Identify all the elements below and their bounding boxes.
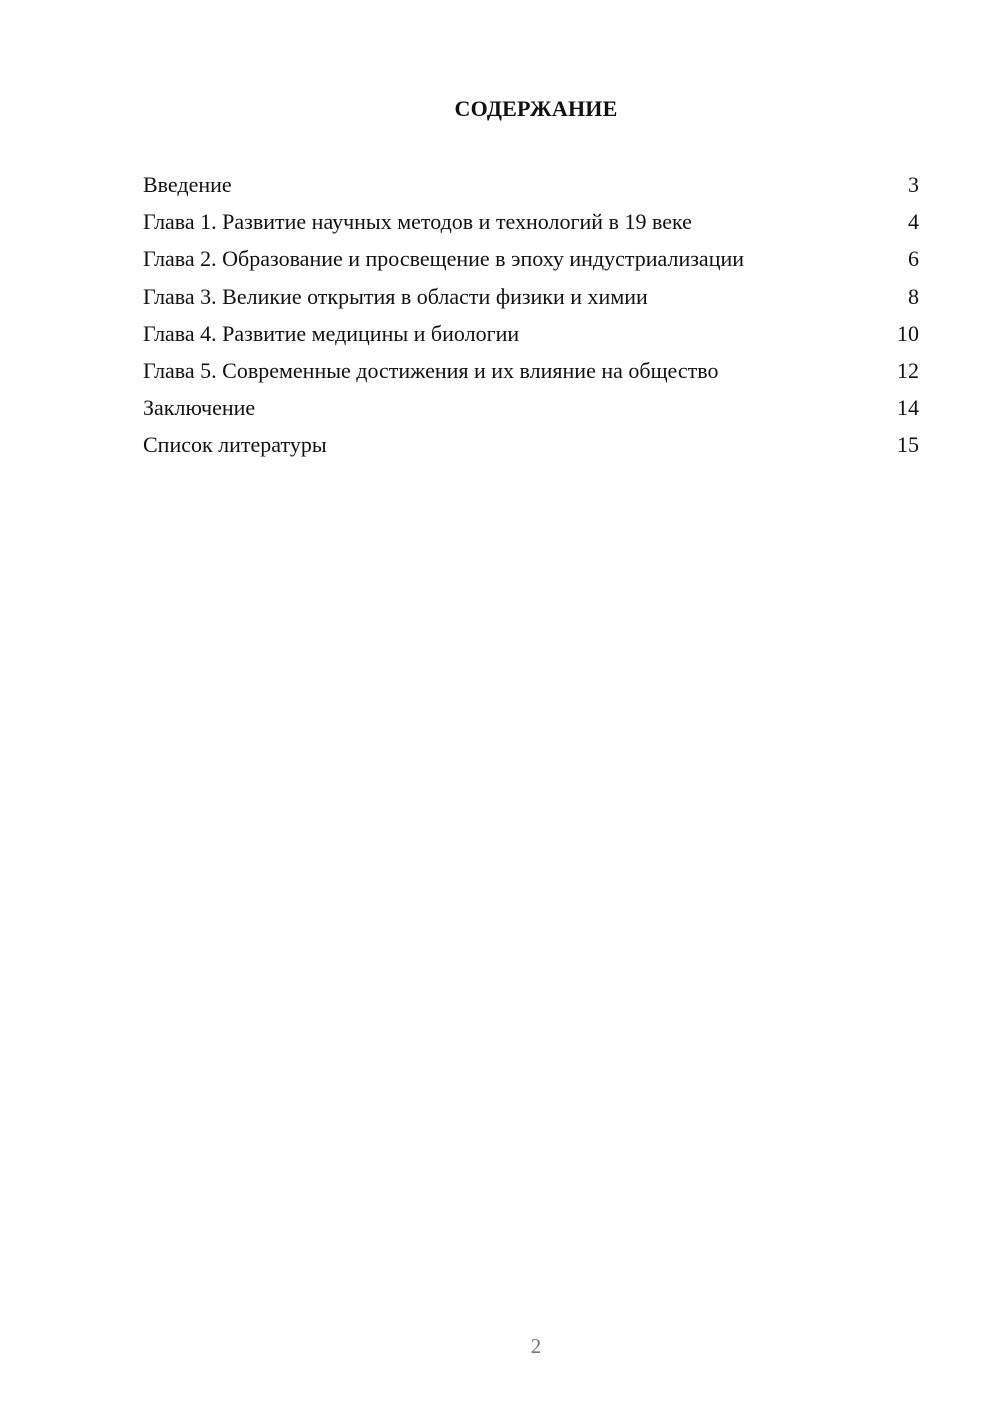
page-title: СОДЕРЖАНИЕ <box>454 96 618 121</box>
toc-entry-label: Заключение <box>143 395 256 421</box>
toc-entry-conclusion <box>143 393 919 430</box>
toc-entry-chapter-2 <box>143 244 919 281</box>
toc-entry-chapter-1 <box>143 207 919 244</box>
toc-entry-page: 12 <box>897 357 919 383</box>
toc-entry-page: 10 <box>897 320 919 346</box>
toc-entry-introduction <box>143 170 919 207</box>
toc-entry-label: Глава 4. Развитие медицины и биологии <box>143 320 520 346</box>
toc-entry-page: 15 <box>897 432 919 458</box>
toc-entry-page: 8 <box>908 283 919 309</box>
toc-entry-label: Глава 1. Развитие научных методов и технологий в 19 веке <box>143 209 692 235</box>
toc-entry-bibliography <box>143 430 919 467</box>
toc-entry-label: Глава 3. Великие открытия в области физики и химии <box>143 283 648 309</box>
table-of-contents <box>143 170 919 468</box>
toc-entry-label: Глава 2. Образование и просвещение в эпоху индустриализации <box>143 246 745 272</box>
toc-entry-chapter-3 <box>143 282 919 319</box>
toc-entry-label: Глава 5. Современные достижения и их влияние на общество <box>143 357 719 383</box>
toc-entry-page: 3 <box>908 172 919 197</box>
toc-entry-page: 6 <box>908 246 919 272</box>
toc-entry-label: Введение <box>143 172 232 197</box>
toc-entry-page: 4 <box>908 209 919 235</box>
toc-entry-label: Список литературы <box>143 432 327 458</box>
page-number: 2 <box>530 1334 542 1358</box>
toc-entry-chapter-4 <box>143 319 919 356</box>
toc-entry-chapter-5 <box>143 356 919 393</box>
toc-entry-page: 14 <box>897 395 919 421</box>
